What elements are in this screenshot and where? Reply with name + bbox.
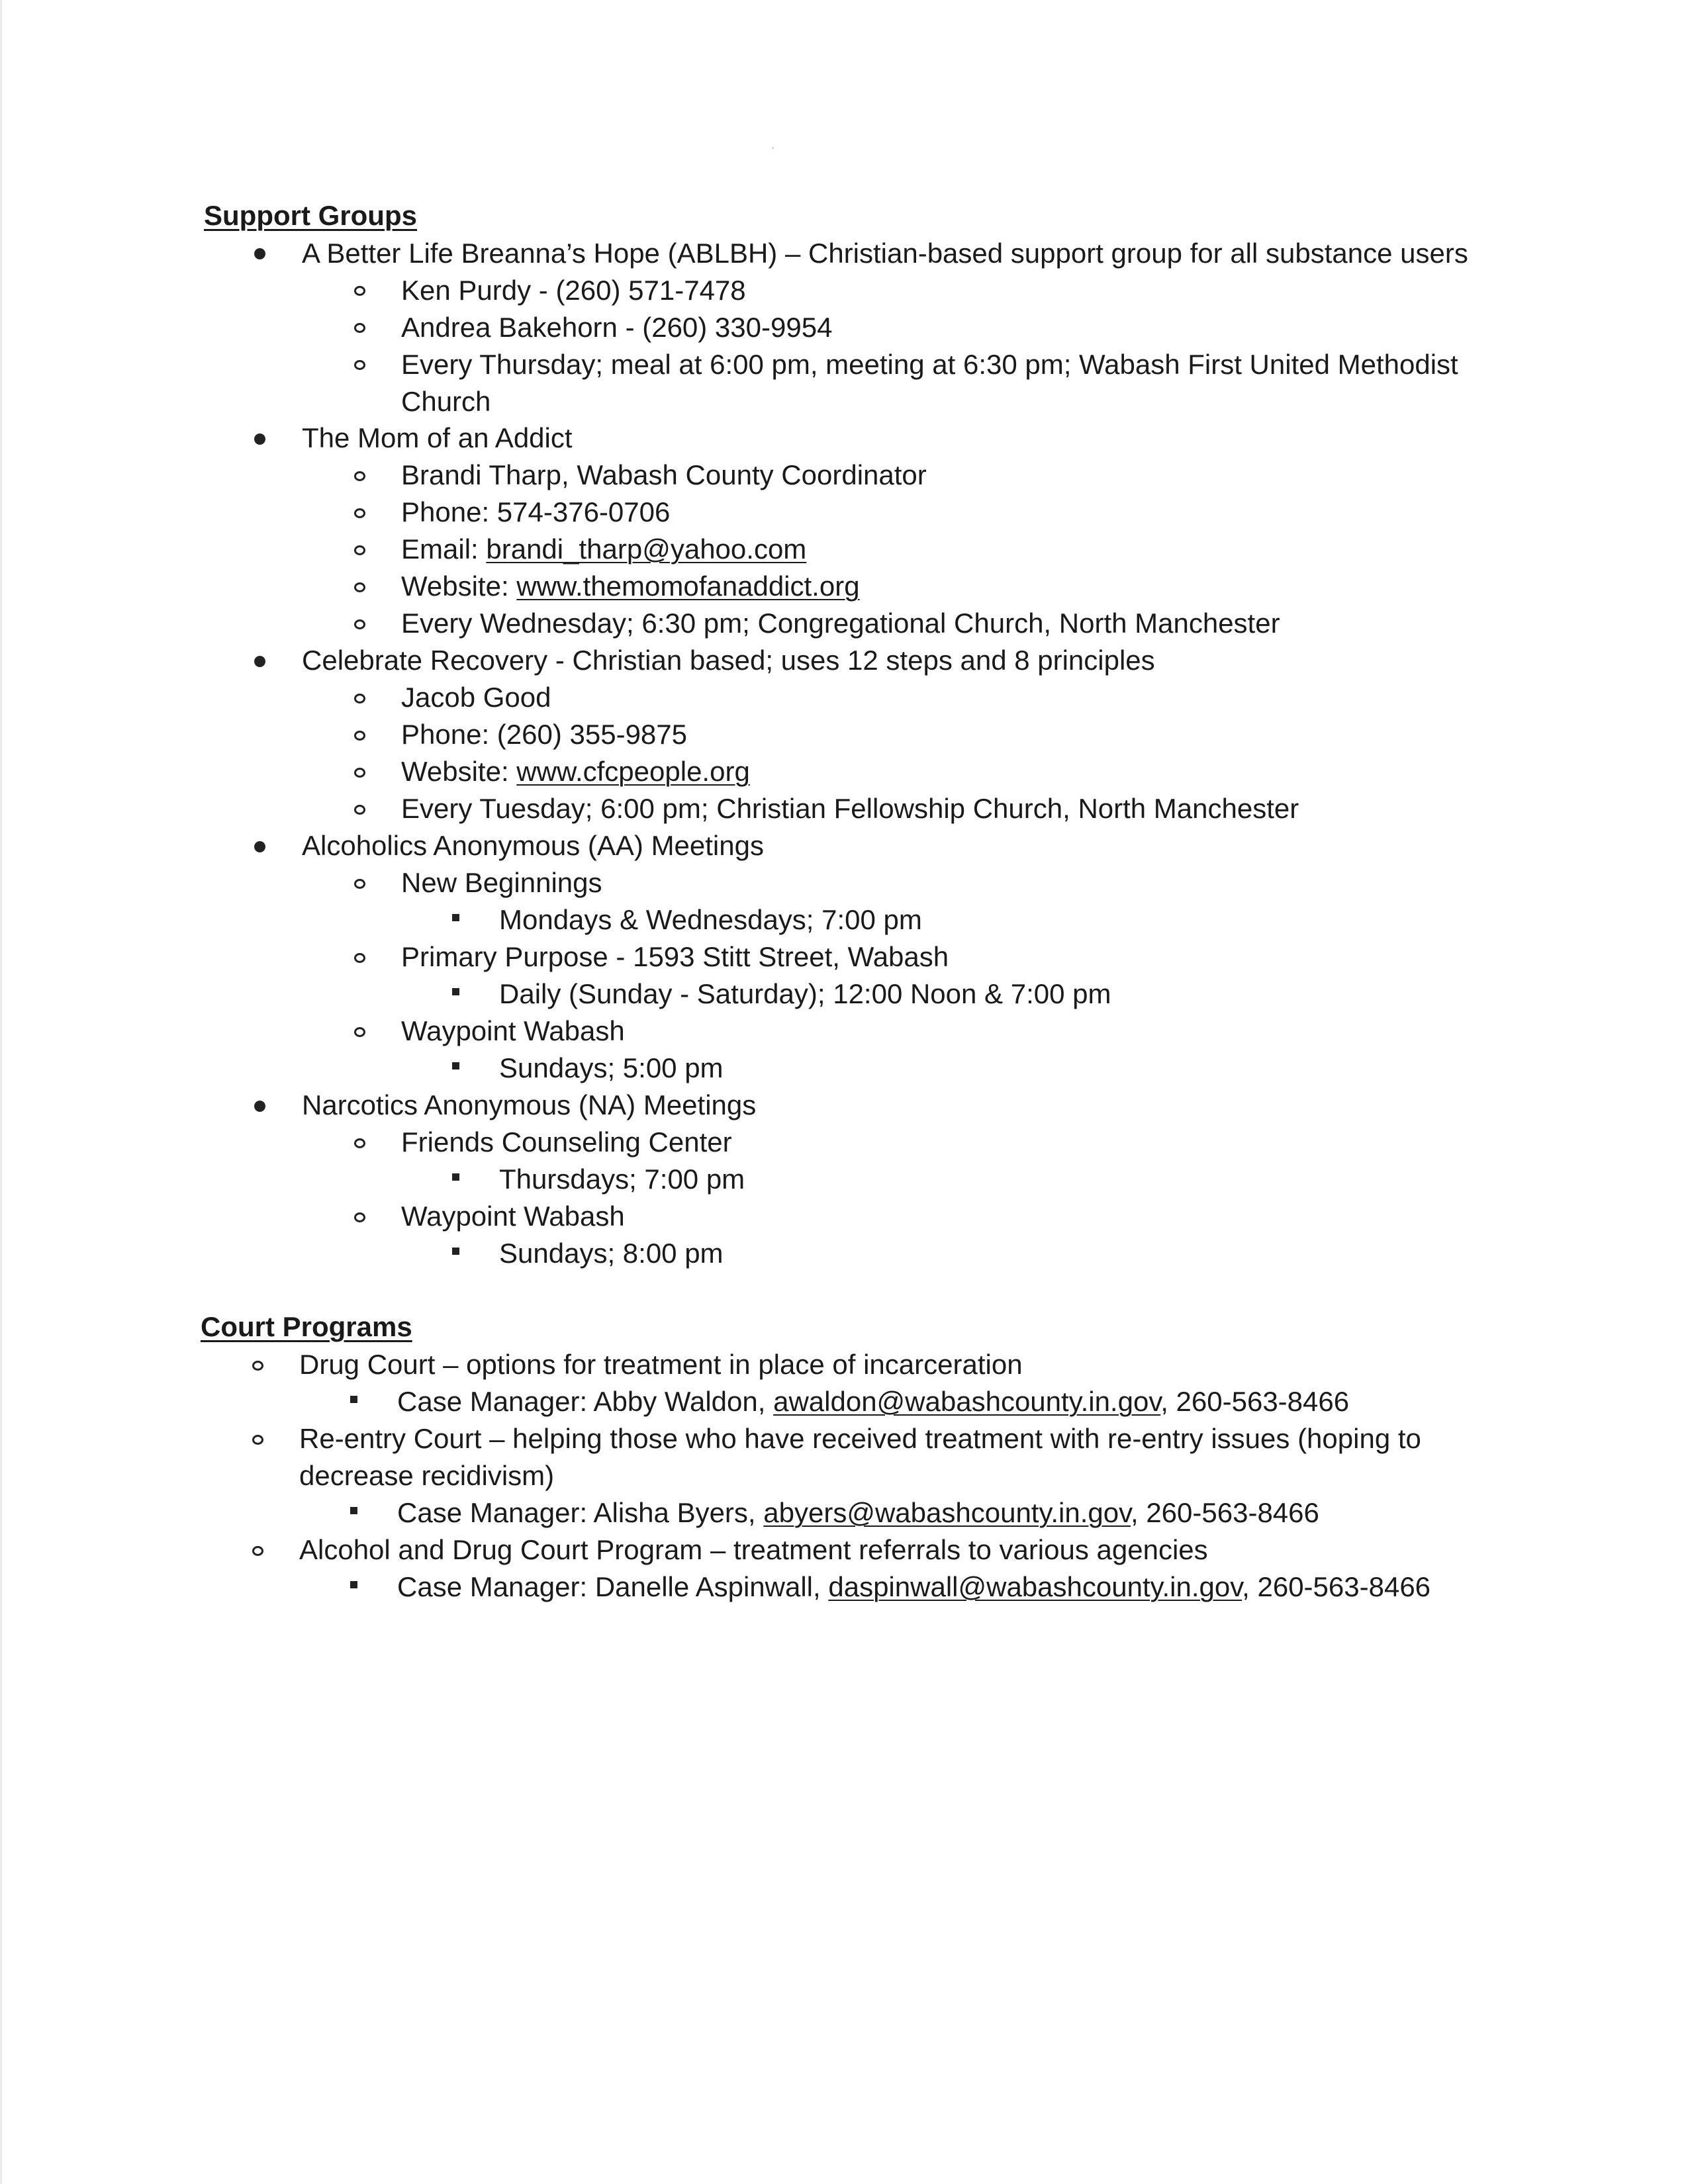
bullet-circle-icon [354, 1027, 365, 1037]
bullet-circle-icon [252, 1435, 263, 1445]
bullet-circle-icon [354, 805, 365, 815]
aa-title: Alcoholics Anonymous (AA) Meetings [302, 830, 764, 861]
bullet-square-icon [350, 1581, 357, 1588]
mom-schedule: Every Wednesday; 6:30 pm; Congregational Church, North Manchester [401, 608, 1280, 639]
mom-website-row [401, 568, 860, 605]
alcohol-drug-court-cm-phone: , 260-563-8466 [1242, 1571, 1431, 1602]
reentry-court-cm-name: Case Manager: Alisha Byers, [397, 1497, 764, 1528]
bullet-dot-icon [254, 1101, 265, 1112]
mom-phone: Phone: 574-376-0706 [401, 496, 671, 527]
na-meeting-friends: Friends Counseling Center [401, 1126, 732, 1158]
drug-court-title: Drug Court – options for treatment in place of incarceration [299, 1349, 1023, 1380]
bullet-circle-icon [354, 545, 365, 555]
bullet-circle-icon [354, 286, 365, 296]
aa-meeting-waypoint-time: Sundays; 5:00 pm [499, 1052, 724, 1083]
bullet-circle-icon [354, 731, 365, 741]
court-programs-heading: Court Programs [201, 1311, 412, 1342]
ablbh-title: A Better Life Breanna’s Hope (ABLBH) – Christian-based support group for all substance users [302, 238, 1468, 269]
bullet-dot-icon [254, 433, 265, 445]
drug-court-cm-email-link[interactable]: awaldon@wabashcounty.in.gov [773, 1386, 1161, 1417]
na-title: Narcotics Anonymous (NA) Meetings [302, 1089, 757, 1120]
reentry-court-cm-email-link[interactable]: abyers@wabashcounty.in.gov [763, 1497, 1131, 1528]
aa-meeting-primary-purpose: Primary Purpose - 1593 Stitt Street, Wabash [401, 941, 949, 972]
bullet-dot-icon [254, 841, 265, 852]
bullet-square-icon [452, 988, 459, 995]
na-meeting-waypoint-time: Sundays; 8:00 pm [499, 1238, 724, 1269]
alcohol-drug-court-cm-email-link[interactable]: daspinwall@wabashcounty.in.gov [828, 1571, 1243, 1602]
drug-court-cm-name: Case Manager: Abby Waldon, [397, 1386, 774, 1417]
bullet-circle-icon [354, 619, 365, 629]
bullet-dot-icon [254, 656, 265, 667]
aa-meeting-primary-purpose-time: Daily (Sunday - Saturday); 12:00 Noon & 7:00 pm [499, 978, 1111, 1009]
bullet-circle-icon [354, 879, 365, 889]
aa-meeting-waypoint: Waypoint Wabash [401, 1015, 625, 1046]
page-edge [0, 0, 2, 2184]
celebrate-title: Celebrate Recovery - Christian based; uses 12 steps and 8 principles [302, 645, 1155, 676]
bullet-circle-icon [354, 1138, 365, 1148]
bullet-circle-icon [252, 1361, 263, 1371]
bullet-circle-icon [354, 360, 365, 370]
support-groups-heading: Support Groups [204, 200, 417, 231]
drug-court-cm-phone: , 260-563-8466 [1160, 1386, 1350, 1417]
mom-coordinator: Brandi Tharp, Wabash County Coordinator [401, 459, 927, 490]
alcohol-drug-court-cm-name: Case Manager: Danelle Aspinwall, [397, 1571, 829, 1602]
bullet-circle-icon [354, 471, 365, 481]
aa-meeting-new-beginnings-time: Mondays & Wednesdays; 7:00 pm [499, 904, 922, 935]
bullet-square-icon [452, 1248, 459, 1255]
celebrate-website-label: Website: [401, 756, 517, 787]
bullet-circle-icon [354, 768, 365, 778]
bullet-circle-icon [354, 694, 365, 704]
bullet-square-icon [452, 1173, 459, 1181]
bullet-circle-icon [354, 1212, 365, 1222]
reentry-court-case-manager [397, 1494, 1319, 1531]
celebrate-contact: Jacob Good [401, 682, 551, 713]
celebrate-schedule: Every Tuesday; 6:00 pm; Christian Fellowship Church, North Manchester [401, 793, 1299, 824]
celebrate-phone: Phone: (260) 355-9875 [401, 719, 687, 750]
mom-email-link[interactable]: brandi_tharp@yahoo.com [486, 533, 807, 565]
alcohol-drug-court-title: Alcohol and Drug Court Program – treatment referrals to various agencies [299, 1534, 1208, 1565]
drug-court-case-manager [397, 1383, 1349, 1420]
bullet-circle-icon [354, 323, 365, 333]
celebrate-website-row [401, 753, 750, 790]
na-meeting-friends-time: Thursdays; 7:00 pm [499, 1163, 745, 1195]
ablbh-schedule: Every Thursday; meal at 6:00 pm, meeting at 6:30 pm; Wabash First United Methodist Church [401, 349, 1458, 417]
mom-website-label: Website: [401, 570, 517, 602]
mom-email-label: Email: [401, 533, 487, 565]
ablbh-contact-ken: Ken Purdy - (260) 571-7478 [401, 275, 746, 306]
na-meeting-waypoint: Waypoint Wabash [401, 1201, 625, 1232]
bullet-circle-icon [354, 953, 365, 963]
bullet-circle-icon [354, 508, 365, 518]
bullet-circle-icon [252, 1546, 263, 1556]
bullet-square-icon [452, 914, 459, 921]
bullet-square-icon [452, 1062, 459, 1069]
mom-website-link[interactable]: www.themomofanaddict.org [516, 570, 860, 602]
alcohol-drug-court-case-manager [397, 1569, 1430, 1606]
aa-meeting-new-beginnings: New Beginnings [401, 867, 602, 898]
mom-email-row [401, 531, 806, 568]
bullet-circle-icon [354, 582, 365, 592]
mom-title: The Mom of an Addict [302, 422, 573, 453]
scan-speck [772, 147, 774, 149]
reentry-court-cm-phone: , 260-563-8466 [1130, 1497, 1319, 1528]
celebrate-website-link[interactable]: www.cfcpeople.org [516, 756, 750, 787]
bullet-dot-icon [254, 248, 265, 259]
bullet-square-icon [350, 1507, 357, 1514]
ablbh-contact-andrea: Andrea Bakehorn - (260) 330-9954 [401, 312, 833, 343]
bullet-square-icon [350, 1396, 357, 1403]
reentry-court-title: Re-entry Court – helping those who have received treatment with re-entry issues (hoping to decrease recidivism) [299, 1423, 1421, 1491]
